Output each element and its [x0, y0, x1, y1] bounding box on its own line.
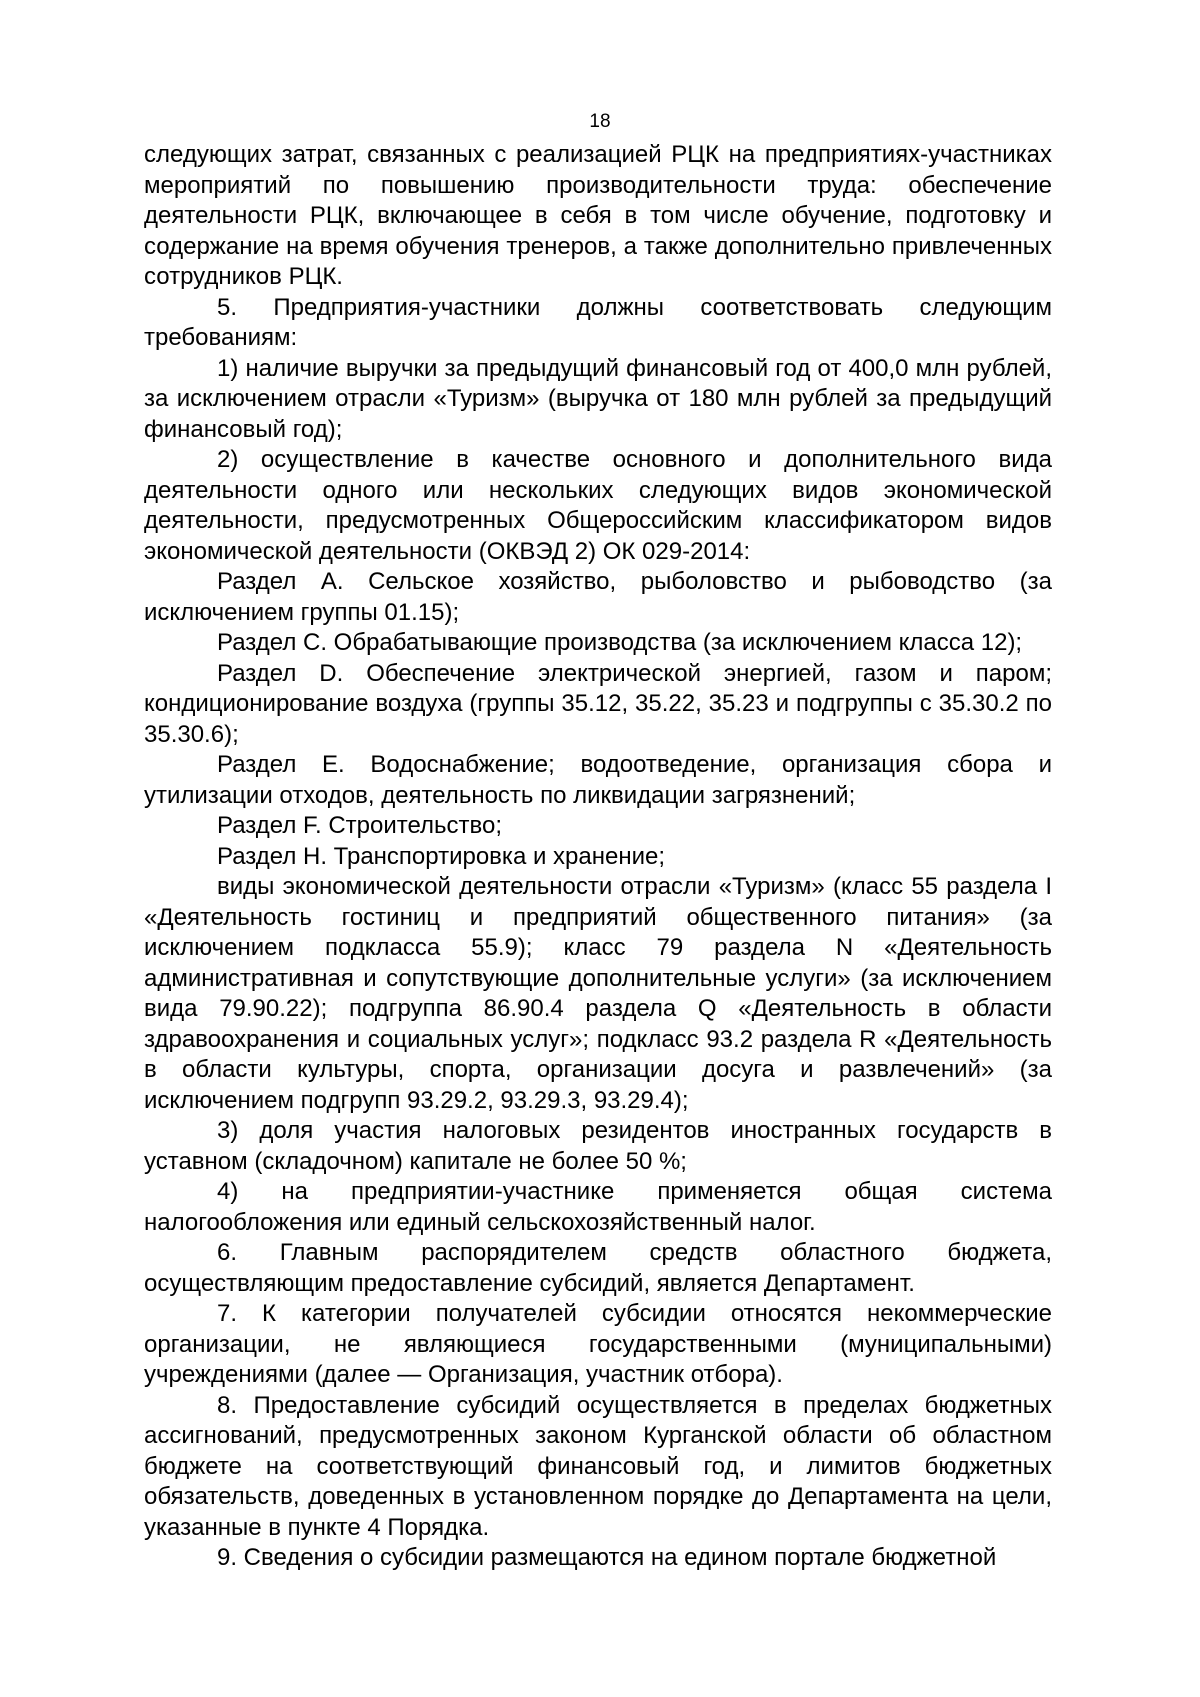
- paragraph-item-5: 5. Предприятия-участники должны соответствовать следующим требованиям:: [144, 293, 1052, 351]
- paragraph-subitem-1: 1) наличие выручки за предыдущий финансовый год от 400,0 млн рублей, за исключением отрасли «Туризм» (выручка от 180 млн рублей за предыдущий финансовый год);: [144, 354, 1052, 443]
- paragraph-item-9: 9. Сведения о субсидии размещаются на едином портале бюджетной: [217, 1544, 997, 1571]
- document-body: [144, 140, 1052, 1574]
- paragraph-section-f: Раздел F. Строительство;: [217, 812, 503, 839]
- paragraph-tourism: виды экономической деятельности отрасли «Туризм» (класс 55 раздела I «Деятельность гостиниц и предприятий общественного питания» (за исключением подкласса 55.9); класс 79 раздела N «Деятельность административная и сопутствующие дополнительные услуги» (за исключением вида 79.90.22); подгруппа 86.90.4 раздела Q «Деятельность в области здравоохранения и социальных услуг»; подкласс 93.2 раздела R «Деятельность в области культуры, спорта, организации досуга и развлечений» (за исключением подгрупп 93.29.2, 93.29.3, 93.29.4);: [144, 873, 1052, 1114]
- paragraph-subitem-2: 2) осуществление в качестве основного и дополнительного вида деятельности одного или нескольких следующих видов экономической деятельности, предусмотренных Общероссийским классификатором видов экономической деятельности (ОКВЭД 2) ОК 029-2014:: [144, 446, 1052, 565]
- page-number: 18: [589, 111, 611, 132]
- paragraph-section-e: Раздел E. Водоснабжение; водоотведение, организация сбора и утилизации отходов, деятельность по ликвидации загрязнений;: [144, 751, 1052, 809]
- paragraph-section-h: Раздел H. Транспортировка и хранение;: [217, 842, 666, 870]
- paragraph-subitem-4: 4) на предприятии-участнике применяется общая система налогообложения или единый сельскохозяйственный налог.: [144, 1178, 1052, 1236]
- paragraph-section-d: Раздел D. Обеспечение электрической энергией, газом и паром; кондиционирование воздуха (группы 35.12, 35.22, 35.23 и подгруппы с 35.30.2 по 35.30.6);: [144, 659, 1052, 748]
- paragraph-section-a: Раздел A. Сельское хозяйство, рыболовство и рыбоводство (за исключением группы 01.15);: [144, 568, 1052, 626]
- paragraph-item-8: 8. Предоставление субсидий осуществляется в пределах бюджетных ассигнований, предусмотренных законом Курганской области об областном бюджете на соответствующий финансовый год, и лимитов бюджетных обязательств, доведенных в установленном порядке до Департамента на цели, указанные в пункте 4 Порядка.: [144, 1391, 1052, 1541]
- paragraph-item-6: 6. Главным распорядителем средств областного бюджета, осуществляющим предоставление субсидий, является Департамент.: [144, 1239, 1052, 1297]
- paragraph-subitem-3: 3) доля участия налоговых резидентов иностранных государств в уставном (складочном) капитале не более 50 %;: [144, 1117, 1052, 1175]
- paragraph-item-7: 7. К категории получателей субсидии относятся некоммерческие организации, не являющиеся государственными (муниципальными) учреждениями (далее — Организация, участник отбора).: [144, 1300, 1052, 1388]
- paragraph-continuation: следующих затрат, связанных с реализацией РЦК на предприятиях-участниках мероприятий по повышению производительности труда: обеспечение деятельности РЦК, включающее в себя в том числе обучение, подготовку и содержание на время обучения тренеров, а также дополнительно привлеченных сотрудников РЦК.: [144, 141, 1052, 290]
- paragraph-section-c: Раздел C. Обрабатывающие производства (за исключением класса 12);: [217, 629, 1023, 656]
